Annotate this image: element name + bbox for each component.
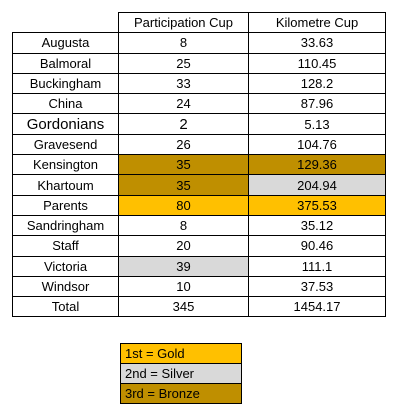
results-table-body (13, 33, 386, 317)
house-name-cell: Balmoral (13, 53, 119, 73)
table-row (13, 195, 386, 215)
legend-row-silver (121, 364, 242, 384)
kilometre-cell: 128.2 (249, 73, 386, 93)
table-row (13, 175, 386, 195)
participation-cell: 80 (119, 195, 249, 215)
participation-cell: 26 (119, 134, 249, 154)
house-name-cell: Sandringham (13, 215, 119, 235)
medal-legend (120, 343, 242, 404)
total-row (13, 297, 386, 317)
kilometre-cell: 35.12 (249, 215, 386, 235)
kilometre-cell: 111.1 (249, 256, 386, 276)
kilometre-cell: 204.94 (249, 175, 386, 195)
house-name-cell: Parents (13, 195, 119, 215)
table-row (13, 53, 386, 73)
participation-cell: 39 (119, 256, 249, 276)
participation-cell: 35 (119, 155, 249, 175)
header-corner-cell (13, 13, 119, 33)
participation-cell: 20 (119, 236, 249, 256)
house-name-cell: Kensington (13, 155, 119, 175)
kilometre-cell: 5.13 (249, 114, 386, 134)
header-kilometre-cup: Kilometre Cup (249, 13, 386, 33)
participation-cell: 8 (119, 215, 249, 235)
total-label-cell: Total (13, 297, 119, 317)
table-row (13, 114, 386, 134)
house-name-cell: Augusta (13, 33, 119, 53)
results-table (12, 12, 386, 317)
kilometre-cell: 87.96 (249, 94, 386, 114)
participation-cell: 24 (119, 94, 249, 114)
participation-cell: 10 (119, 276, 249, 296)
house-name-cell: Victoria (13, 256, 119, 276)
kilometre-cell: 90.46 (249, 236, 386, 256)
total-kilometre-cell: 1454.17 (249, 297, 386, 317)
house-name-cell: China (13, 94, 119, 114)
participation-cell: 8 (119, 33, 249, 53)
table-row (13, 155, 386, 175)
kilometre-cell: 37.53 (249, 276, 386, 296)
header-participation-cup: Participation Cup (119, 13, 249, 33)
kilometre-cell: 33.63 (249, 33, 386, 53)
table-row (13, 215, 386, 235)
header-row (13, 13, 386, 33)
legend-row-bronze (121, 384, 242, 404)
table-row (13, 33, 386, 53)
table-row (13, 134, 386, 154)
legend-silver-swatch-label: 2nd = Silver (121, 364, 242, 384)
table-row (13, 236, 386, 256)
participation-cell: 2 (119, 114, 249, 134)
house-name-cell: Gordonians (13, 114, 119, 134)
participation-cell: 33 (119, 73, 249, 93)
house-name-cell: Windsor (13, 276, 119, 296)
results-table-header (13, 13, 386, 33)
table-row (13, 256, 386, 276)
legend-row-gold (121, 344, 242, 364)
kilometre-cell: 110.45 (249, 53, 386, 73)
house-name-cell: Gravesend (13, 134, 119, 154)
house-name-cell: Buckingham (13, 73, 119, 93)
house-name-cell: Khartoum (13, 175, 119, 195)
kilometre-cell: 104.76 (249, 134, 386, 154)
table-row (13, 276, 386, 296)
legend-gold-swatch-label: 1st = Gold (121, 344, 242, 364)
table-row (13, 94, 386, 114)
legend-bronze-swatch-label: 3rd = Bronze (121, 384, 242, 404)
house-name-cell: Staff (13, 236, 119, 256)
participation-cell: 25 (119, 53, 249, 73)
kilometre-cell: 375.53 (249, 195, 386, 215)
kilometre-cell: 129.36 (249, 155, 386, 175)
total-participation-cell: 345 (119, 297, 249, 317)
participation-cell: 35 (119, 175, 249, 195)
table-row (13, 73, 386, 93)
